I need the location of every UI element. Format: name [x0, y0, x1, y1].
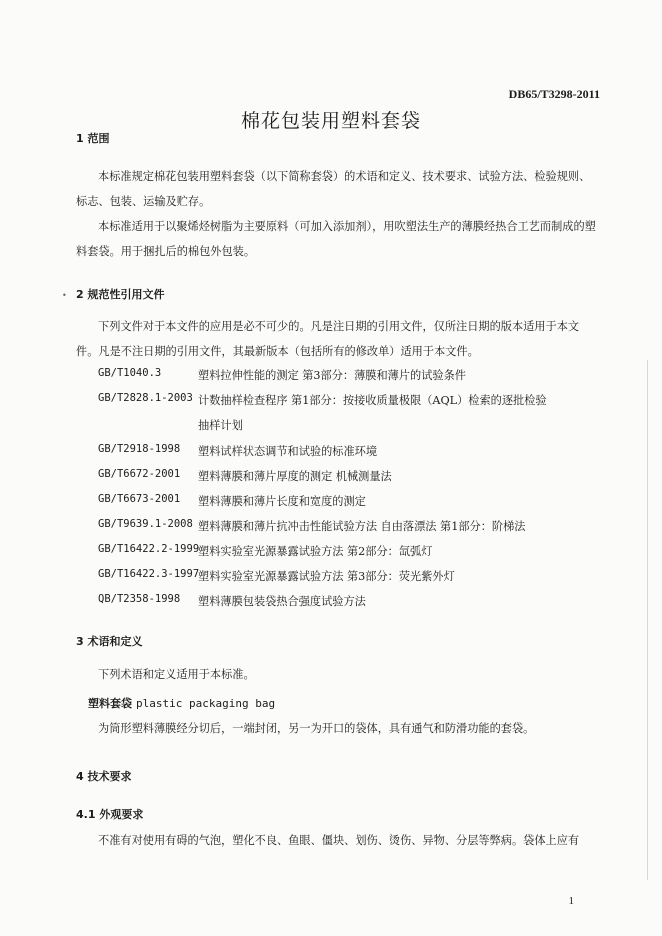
- section-4-heading: 4 技术要求: [76, 770, 132, 783]
- section-2-paragraph-1: 下列文件对于本文件的应用是必不可少的。凡是注日期的引用文件，仅所注日期的版本适用于本文件。凡是不注日期的引用文件，其最新版本（包括所有的修改单）适用于本文件。: [76, 320, 580, 358]
- section-4-1-heading: 4.1 外观要求: [76, 808, 144, 821]
- reference-code: GB/T16422.3-1997: [98, 568, 200, 580]
- reference-code: GB/T1040.3: [98, 367, 162, 379]
- scan-dot: •: [62, 291, 67, 300]
- term-definition: 为筒形塑料薄膜经分切后，一端封闭，另一为开口的袋体，具有通气和防滑功能的套袋。: [98, 722, 535, 735]
- reference-title-continuation: 抽样计划: [198, 419, 243, 432]
- reference-title: 塑料实验室光源暴露试验方法 第2部分：氙弧灯: [198, 545, 433, 558]
- reference-title: 塑料实验室光源暴露试验方法 第3部分：荧光紫外灯: [198, 570, 455, 583]
- reference-title: 塑料薄膜和薄片长度和宽度的测定: [198, 495, 366, 508]
- reference-code: GB/T9639.1-2008: [98, 518, 193, 530]
- reference-title: 塑料薄膜和薄片厚度的测定 机械测量法: [198, 470, 392, 483]
- section-4-1-paragraph-1: 不准有对使用有碍的气泡，塑化不良、鱼眼、僵块、划伤、烫伤、异物、分层等弊病。袋体上应有: [98, 834, 580, 847]
- reference-code: QB/T2358-1998: [98, 593, 181, 605]
- reference-title: 塑料薄膜和薄片抗冲击性能试验方法 自由落漂法 第1部分：阶梯法: [198, 520, 526, 533]
- reference-code: GB/T6672-2001: [98, 468, 181, 480]
- reference-title: 塑料拉伸性能的测定 第3部分：薄膜和薄片的试验条件: [198, 369, 466, 382]
- reference-code: GB/T2828.1-2003: [98, 392, 193, 404]
- reference-title: 塑料试样状态调节和试验的标准环境: [198, 445, 378, 458]
- section-1-heading: 1 范围: [76, 132, 110, 145]
- term-chinese: 塑料套袋: [88, 697, 132, 710]
- document-title: 棉花包装用塑料套袋: [240, 110, 421, 132]
- reference-code: GB/T2918-1998: [98, 443, 181, 455]
- term-entry: [88, 695, 275, 711]
- page-number: 1: [568, 895, 574, 907]
- section-3-heading: 3 术语和定义: [76, 635, 143, 648]
- reference-code: GB/T6673-2001: [98, 493, 181, 505]
- scan-edge-line: [647, 360, 648, 880]
- section-1-paragraph-1: 本标准规定棉花包装用塑料套袋（以下简称套袋）的术语和定义、技术要求、试验方法、检验规则、标志、包装、运输及贮存。: [76, 170, 591, 208]
- standard-code: DB65/T3298-2011: [508, 87, 600, 101]
- section-2-heading: 2 规范性引用文件: [76, 288, 165, 301]
- reference-title: 计数抽样检查程序 第1部分：按接收质量极限（AQL）检索的逐批检验: [198, 394, 547, 407]
- reference-code: GB/T16422.2-1999: [98, 543, 200, 555]
- reference-title: 塑料薄膜包装袋热合强度试验方法: [198, 595, 366, 608]
- section-3-paragraph-1: 下列术语和定义适用于本标准。: [98, 668, 255, 681]
- term-english: plastic packaging bag: [136, 697, 276, 710]
- section-1-paragraph-2: 本标准适用于以聚烯烃树脂为主要原料（可加入添加剂），用吹塑法生产的薄膜经热合工艺而制成的塑料套袋。用于捆扎后的棉包外包装。: [76, 220, 596, 258]
